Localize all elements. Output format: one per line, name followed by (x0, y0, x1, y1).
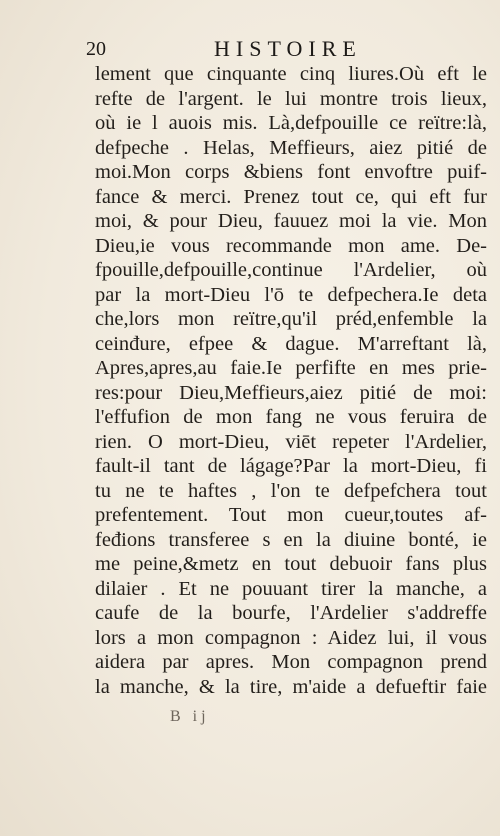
text-line: che,lors mon reïtre,qu'il préd,enfemble la (95, 308, 487, 330)
text-line: aidera par apres. Mon compagnon prend (95, 651, 487, 673)
text-line: fpouille,defpouille,continue l'Ardelier, où (95, 259, 487, 281)
signature-mark: B ij (170, 708, 210, 725)
text-line: lement que cinquante cinq liures.Où eft le (95, 63, 487, 85)
text-line: lors a mon compagnon : Aidez lui, il vous (95, 626, 487, 649)
text-line: fance & merci. Prenez tout ce, qui eft fur (95, 185, 487, 208)
running-head: HISTOIRE (214, 36, 362, 61)
text-line: Apres,apres,au faie.Ie perfifte en mes prie- (95, 357, 487, 379)
text-line: feđions transferee s en la diuine bonté, ie (95, 528, 487, 551)
text-line: moi.Mon corps &biens font envoftre puif- (95, 161, 487, 183)
text-line: prefentement. Tout mon cueur,toutes af- (95, 504, 487, 526)
page-header (86, 36, 466, 60)
text-line: Dieu,ie vous recommande mon ame. De- (95, 234, 487, 257)
text-line: moi, & pour Dieu, fauuez moi la vie. Mon (95, 210, 487, 232)
text-line: ceinđure, efpee & dague. M'arreftant là, (95, 332, 487, 355)
text-line: l'effufion de mon fang ne vous feruira de (95, 406, 487, 428)
text-line: dilaier . Et ne pouuant tirer la manche, a (95, 577, 487, 600)
text-line: caufe de la bourfe, l'Ardelier s'addreffe (95, 602, 487, 624)
text-line: res:pour Dieu,Meffieurs,aiez pitié de moi: (95, 381, 487, 404)
text-line: refte de l'argent. le lui montre trois lieux, (95, 87, 487, 110)
body-text (95, 62, 487, 699)
text-line: où ie l auois mis. Là,defpouille ce reïtre:là, (95, 112, 487, 134)
page-number: 20 (86, 38, 106, 60)
text-line: me peine,&metz en tout debuoir fans plus (95, 553, 487, 575)
text-line: par la mort-Dieu l'ō te defpechera.Ie deta (95, 283, 487, 306)
text-line: rien. O mort-Dieu, viēt repeter l'Ardelier, (95, 430, 487, 453)
text-line: fault-il tant de lágage?Par la mort-Dieu, fi (95, 455, 487, 477)
text-line: tu ne te haftes , l'on te defpefchera tout (95, 479, 487, 502)
text-line: defpeche . Helas, Meffieurs, aiez pitié de (95, 136, 487, 159)
text-line: la manche, & la tire, m'aide a defueftir faie (95, 675, 487, 698)
